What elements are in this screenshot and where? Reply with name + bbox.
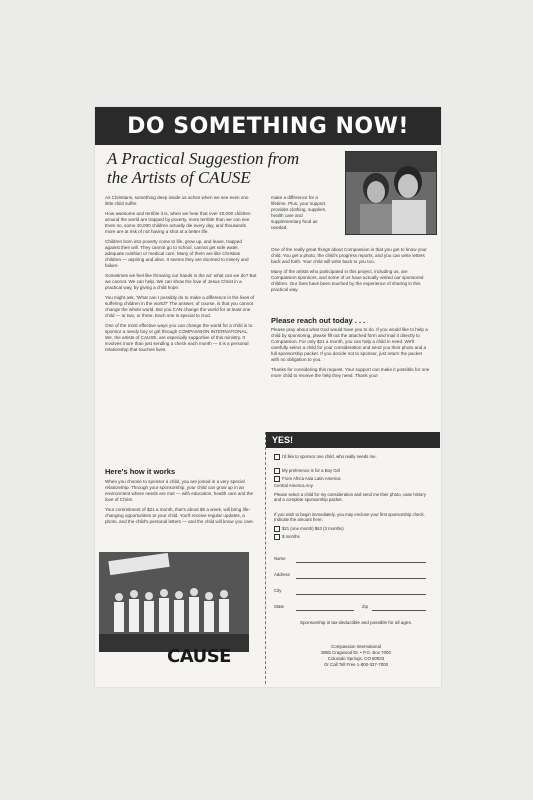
how-it-works-heading: Here's how it works [105,467,176,476]
article-column-left [105,195,257,357]
address-line: 3955 Cragwood Dr. • P.O. Box 7000 [321,650,391,655]
cause-logo: CAUSE [167,646,231,667]
city-field-label: City [274,588,282,593]
zip-field[interactable] [372,610,426,611]
headline-line2: the Artists of CAUSE [107,168,251,187]
children-photo [345,151,437,235]
form-option-region-2: Central America Any [274,483,313,488]
paragraph: One of the really great things about Compassion is that you get to know your child. You get a photo, the child's progress reports, and you can write letters back and forth. Your child will write back to you too. [271,247,427,264]
compassion-address [276,644,436,668]
form-option-sponsor[interactable]: I'd like to sponsor one child, who really needs me. [274,454,434,460]
do-something-now-banner: DO SOMETHING NOW! [95,107,441,145]
checkbox[interactable] [274,526,280,532]
form-option-region[interactable]: From Africa Asia Latin America [274,476,341,482]
paragraph: How awesome and terrible it is, when we hear that over 40,000 children around the world are trapped by poverty, more terrible than we can see. Even so, some 40,000 children actually die every day, and thousands more are at risk of not having a shot at a better life. [105,211,251,234]
tax-note: Sponsorship is tax-deductible and possible for all ages. [299,620,413,625]
checkbox[interactable] [274,454,280,460]
reach-out-text [271,327,431,383]
checkbox[interactable] [274,468,280,474]
headline-line1: A Practical Suggestion from [107,149,300,168]
city-field[interactable] [296,594,426,595]
paragraph: One of the most effective ways you can change the world for a child is to sponsor a needy boy or girl through COMPASSION INTERNATIONAL. We, the artists of CAUSE, are especially supportive of this ministry. It involves more than just sending a check each month — it is a personal relationship that touches lives. [105,323,253,352]
checkbox[interactable] [274,534,280,540]
name-field[interactable] [296,562,426,563]
address-line: Colorado Springs, CO 80933 [327,656,385,661]
address-line: Or Call Toll Free 1-800-337-7000 [323,662,389,667]
sponsorship-form [265,432,440,684]
paragraph: As Christians, something deep inside us aches when we see even one little child suffer. [105,195,249,206]
form-enclose-note: If you wish to begin immediately, you may enclose your first sponsorship check. Indicate the amount here: [274,512,425,522]
form-select-note: Please select a child for my consideration and send me their photo, case history and a complete sponsorship packet. [274,492,426,502]
paragraph: make a difference for a lifetime. Plus, your support provides clothing, supplies, health care and supplementary food as needed. [271,195,327,230]
group-photo-art [99,552,249,652]
reach-out-heading: Please reach out today . . . [271,316,366,325]
paragraph: Please pray about what God would have you to do. If you would like to help a child by sponsoring, please fill out the attached form and mail it directly to Compassion. For only $21 a month, you can help a child in need. We'll carefully select a child for your consideration and send you their photo and a full sponsorship packet. If you decide not to sponsor, just return the packet with no obligation to you. [271,327,428,362]
checkbox[interactable] [274,476,280,482]
zip-field-label: Zip [362,604,368,609]
paragraph: When you choose to sponsor a child, you are joined in a very special relationship. Through your sponsorship, your child can grow up in an environment where needs are met — with education, health care and the love of Christ. [105,479,254,502]
children-photo-art [346,152,436,234]
paragraph: Your commitment of $21 a month, that's about $5 a week, will bring life-changing opportunities to your child. You'll receive regular updates, a photo, and the child's personal letters — and the child will know you care. [105,507,254,524]
form-amount-21[interactable]: $21 (one month) $63 (3 months) [274,526,344,532]
article-column-mid [271,195,333,235]
address-field[interactable] [296,578,426,579]
name-field-label: Name [274,556,286,561]
address-field-label: Address [274,572,290,577]
paragraph: You might ask, 'What can I possibly do to make a difference in the lives of suffering children in the world?' The answer, of course, is that you cannot change the whole world. But you CAN change the world for at least one child — or two, or three. Each one is special to God. [105,295,255,318]
how-it-works-text [105,479,257,529]
paragraph: Thanks for considering this request. Your support can make it possible for one more child to receive the help they need. Thank you! [271,367,430,378]
paragraph: Many of the artists who participated in this project, including us, are Compassion sponsors, and some of us have actually visited our sponsored children. Our lives have been touched by the experience of sharing in this practical way. [271,269,424,292]
article-column-right [271,247,431,297]
form-title: YES! [266,432,440,448]
address-line: Compassion International [331,644,381,649]
state-field-label: State [274,604,285,609]
cause-group-photo [99,552,249,652]
form-option-preference[interactable]: My preference is for a Boy Girl [274,468,340,474]
paragraph: Children born into poverty come to life, grow up, and leave, trapped against their will. They cannot go to school, cannot get safe water, adequate nutrition or medical care. Many of them are like Christian children — aspiring and alive. It seems they are doomed to misery and failure. [105,239,249,268]
form-amount-custom[interactable]: $ months [274,534,300,540]
poster-sheet [95,107,441,687]
headline [107,149,347,187]
paragraph: Sometimes we feel like throwing our hands in the air: what can we do? But we cannot. We can help. We can show the love of Jesus Christ in a practical way, by giving a child hope. [105,273,257,290]
state-field[interactable] [296,610,354,611]
